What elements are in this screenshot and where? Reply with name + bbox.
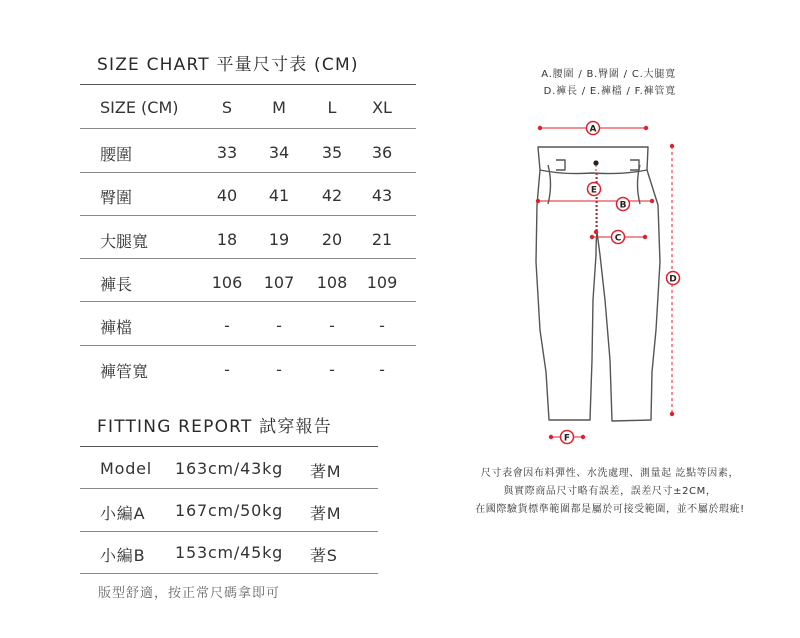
row-value-xl: - bbox=[379, 316, 385, 335]
marker-f-label: F bbox=[563, 433, 571, 444]
marker-e-label: E bbox=[590, 185, 598, 196]
header-size-l: L bbox=[327, 98, 337, 117]
marker-d bbox=[667, 272, 680, 285]
row-divider bbox=[80, 301, 416, 302]
header-size-label: SIZE (CM) bbox=[100, 98, 179, 117]
row-value-xl: 21 bbox=[371, 230, 393, 249]
header-size-s: S bbox=[221, 98, 233, 117]
fitting-size-worn: 著M bbox=[310, 462, 342, 481]
marker-e bbox=[588, 183, 601, 196]
disclaimer-line-2: 與實際商品尺寸略有誤差，誤差尺寸±2CM， bbox=[503, 486, 717, 497]
row-divider bbox=[80, 573, 378, 574]
row-value-s: - bbox=[224, 316, 230, 335]
disclaimer-line-1: 尺寸表會因布料彈性、水洗處理、測量起 訖點等因素， bbox=[480, 468, 740, 479]
row-value-m: - bbox=[276, 316, 282, 335]
marker-b bbox=[617, 198, 630, 211]
size-chart-top-rule bbox=[80, 84, 416, 85]
disclaimer-line-3: 在國際驗貨標準範圍都是屬於可接受範圍，並不屬於瑕疵! bbox=[475, 504, 745, 515]
header-size-xl: XL bbox=[372, 98, 392, 117]
fitting-stats: 153cm/45kg bbox=[175, 543, 284, 562]
row-label: 大腿寬 bbox=[100, 232, 149, 251]
row-value-xl: 36 bbox=[371, 143, 393, 162]
row-value-s: 18 bbox=[216, 230, 238, 249]
row-value-l: - bbox=[329, 316, 335, 335]
fitting-size-worn: 著M bbox=[310, 504, 342, 523]
size-chart-title: SIZE CHART 平量尺寸表 (CM) bbox=[97, 55, 359, 75]
fitting-size-worn: 著S bbox=[310, 546, 338, 565]
row-divider bbox=[80, 488, 378, 489]
row-value-l: 108 bbox=[316, 273, 348, 292]
row-label: 臀圍 bbox=[100, 188, 133, 207]
row-divider bbox=[80, 258, 416, 259]
row-divider bbox=[80, 128, 416, 129]
row-divider bbox=[80, 215, 416, 216]
row-value-m: - bbox=[276, 360, 282, 379]
fitting-person: 小編A bbox=[100, 504, 146, 523]
row-value-m: 34 bbox=[268, 143, 290, 162]
marker-d-label: D bbox=[669, 274, 677, 285]
row-value-l: 20 bbox=[321, 230, 343, 249]
row-label: 褲長 bbox=[100, 275, 133, 294]
marker-f bbox=[561, 431, 574, 444]
row-value-xl: 43 bbox=[371, 186, 393, 205]
row-label: 褲管寬 bbox=[100, 362, 149, 381]
fitting-note: 版型舒適，按正常尺碼拿即可 bbox=[98, 586, 281, 601]
row-value-s: 33 bbox=[216, 143, 238, 162]
row-divider bbox=[80, 345, 416, 346]
header-size-m: M bbox=[272, 98, 286, 117]
marker-a-label: A bbox=[589, 124, 597, 135]
row-value-xl: 109 bbox=[366, 273, 398, 292]
fitting-stats: 167cm/50kg bbox=[175, 501, 284, 520]
row-value-l: 35 bbox=[321, 143, 343, 162]
fitting-report-top-rule bbox=[80, 446, 378, 447]
marker-c-label: C bbox=[614, 233, 622, 244]
row-value-xl: - bbox=[379, 360, 385, 379]
row-value-m: 41 bbox=[268, 186, 290, 205]
row-value-s: - bbox=[224, 360, 230, 379]
waist-button bbox=[593, 160, 598, 165]
fitting-report-title: FITTING REPORT 試穿報告 bbox=[97, 417, 332, 437]
row-value-m: 107 bbox=[263, 273, 295, 292]
row-label: 腰圍 bbox=[100, 145, 133, 164]
row-value-s: 40 bbox=[216, 186, 238, 205]
measurement-legend-line-2: D.褲長 / E.褲檔 / F.褲管寬 bbox=[543, 86, 676, 97]
measurement-legend-line-1: A.腰圍 / B.臀圍 / C.大腿寬 bbox=[541, 69, 676, 80]
measure-line-b bbox=[536, 199, 654, 203]
row-label: 褲檔 bbox=[100, 318, 133, 337]
fitting-stats: 163cm/43kg bbox=[175, 459, 284, 478]
marker-b-label: B bbox=[619, 200, 627, 211]
row-value-l: 42 bbox=[321, 186, 343, 205]
measure-line-e bbox=[594, 165, 598, 234]
marker-a bbox=[587, 122, 600, 135]
row-divider bbox=[80, 172, 416, 173]
pants-diagram bbox=[500, 110, 700, 450]
fitting-person: Model bbox=[100, 459, 153, 478]
row-value-s: 106 bbox=[211, 273, 243, 292]
row-divider bbox=[80, 531, 378, 532]
fitting-person: 小編B bbox=[100, 546, 146, 565]
row-value-m: 19 bbox=[268, 230, 290, 249]
marker-c bbox=[612, 231, 625, 244]
row-value-l: - bbox=[329, 360, 335, 379]
